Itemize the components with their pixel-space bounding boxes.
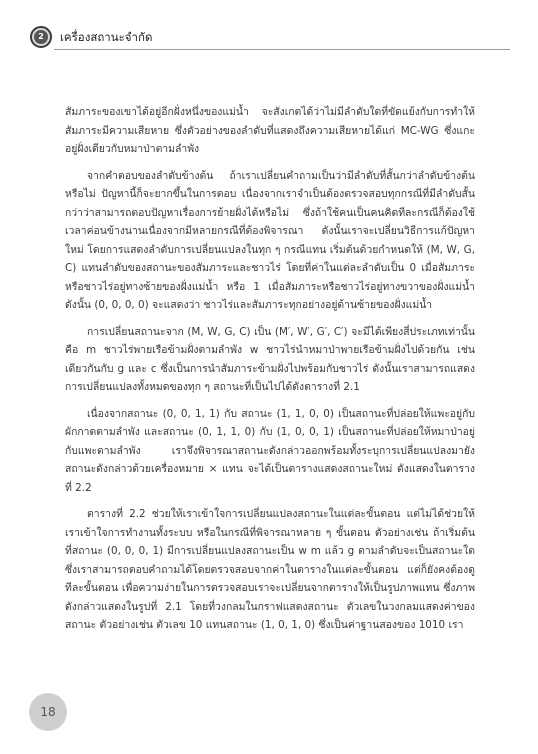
paragraph: ตารางที่ 2.2 ช่วยให้เราเข้าใจการเปลี่ยนแปลงสถานะในแต่ละขั้นตอน แต่ไม่ได้ช่วยให้เราเข้าใจการทำงานทั้งระบบ หรือในกรณีที่พิจารณาหลาย ๆ ขั้นตอน ตัวอย่างเช่น ถ้าเริ่มต้นที่สถานะ (0, 0, 0, 1) มีการเปลี่ยนแปลงสถานะเป็น w m แล้ว g ตามลำดับจะเป็นสถานะใดซึ่งเราสามารถตอบคำถามได้โดยตรวจสอบจากค่าในตารางในแต่ละขั้นตอน แต่ก็ยังคงต้องดูทีละขั้นตอน เพื่อความง่ายในการตรวจสอบเราจะเปลี่ยนจากตารางให้เป็นรูปภาพแทน ซึ่งภาพดังกล่าวแสดงในรูปที่ 2.1 โดยที่วงกลมในกราฟแสดงสถานะ ตัวเลขในวงกลมแสดงค่าของสถานะ ตัวอย่างเช่น ตัวเลข 10 แทนสถานะ (1, 0, 1, 0) ซึ่งเป็นค่าฐานสองของ 1010 เรา [65, 508, 475, 631]
chapter-badge-icon [30, 26, 52, 48]
paragraph: จากคำตอบของลำดับข้างต้น ถ้าเราเปลี่ยนคำถามเป็นว่ามีลำดับที่สั้นกว่าลำดับข้างต้นหรือไม่ ปัญหานี้ก็จะยากขึ้นในการตอบ เนื่องจากเราจำเป็นต้องตรวจสอบทุกกรณีที่มีลำดับสั้นกว่าว่าสามารถตอบปัญหาเรื่องการย้ายฝั่งได้หรือไม่ ซึ่งถ้าใช้คนเป็นคนคิดทีละกรณีก็ต้องใช้เวลาค่อนข้างนานเนื่องจากมีหลายกรณีที่ต้องพิจารณา ดังนั้นเราจะเปลี่ยนวิธีการแก้ปัญหาใหม่ โดยการแสดงลำดับการเปลี่ยนแปลงในทุก ๆ กรณีแทน เริ่มต้นด้วยกำหนดให้ (M, W, G, C) แทนลำดับของสถานะของสัมภาระและชาวไร่ โดยที่ค่าในแต่ละลำดับเป็น 0 เมื่อสัมภาระหรือชาวไร่อยู่ทางซ้ายของฝั่งแม่น้ำ หรือ 1 เมื่อสัมภาระหรือชาวไร่อยู่ทางขวาของฝั่งแม่น้ำ ดังนั้น (0, 0, 0, 0) จะแสดงว่า ชาวไร่และสัมภาระทุกอย่างอยู่ด้านซ้ายของฝั่งแม่น้ำ [65, 169, 475, 311]
paragraph: สัมภาระของเขาได้อยู่อีกฝั่งหนึ่งของแม่น้ำ จะสังเกตได้ว่าไม่มีลำดับใดที่ขัดแย้งกับการทำให้สัมภาระมีความเสียหาย ซึ่งตัวอย่างของลำดับที่แสดงถึงความเสียหายได้แก่ MC-WG ซึ่งแกะอยู่ฝั่งเดียวกับหมาป่าตามลำพัง [65, 106, 475, 155]
chapter-number: 2 [34, 30, 48, 44]
body-text [65, 103, 475, 643]
page-header [30, 24, 510, 50]
page-number: 18 [29, 693, 67, 731]
header-divider [54, 49, 510, 50]
paragraph: เนื่องจากสถานะ (0, 0, 1, 1) กับ สถานะ (1, 1, 0, 0) เป็นสถานะที่ปล่อยให้แพะอยู่กับผักกาดตามลำพัง และสถานะ (0, 1, 1, 0) กับ (1, 0, 0, 1) เป็นสถานะที่ปล่อยให้หมาป่าอยู่กับแพะตามลำพัง เราจึงพิจารณาสถานะดังกล่าวออกพร้อมทั้งระบุการเปลี่ยนแปลงมายังสถานะดังกล่าวด้วยเครื่องหมาย × แทน จะได้เป็นตารางแสดงสถานะใหม่ ดังแสดงในตารางที่ 2.2 [65, 407, 475, 494]
running-title: เครื่องสถานะจำกัด [60, 30, 153, 44]
paragraph: การเปลี่ยนสถานะจาก (M, W, G, C) เป็น (M′, W′, G′, C′) จะมีได้เพียงสี่ประเภทเท่านั้นคือ m ชาวไร่พายเรือข้ามฝั่งตามลำพัง w ชาวไร่นำหมาป่าพายเรือข้ามฝั่งไปด้วยกัน เช่นเดียวกันกับ g และ c ซึ่งเป็นการนำสัมภาระข้ามฝั่งไปพร้อมกับชาวไร่ ดังนั้นเราสามารถแสดงการเปลี่ยนแปลงทั้งหมดของทุก ๆ สถานะที่เป็นไปได้ดังตารางที่ 2.1 [65, 325, 475, 393]
